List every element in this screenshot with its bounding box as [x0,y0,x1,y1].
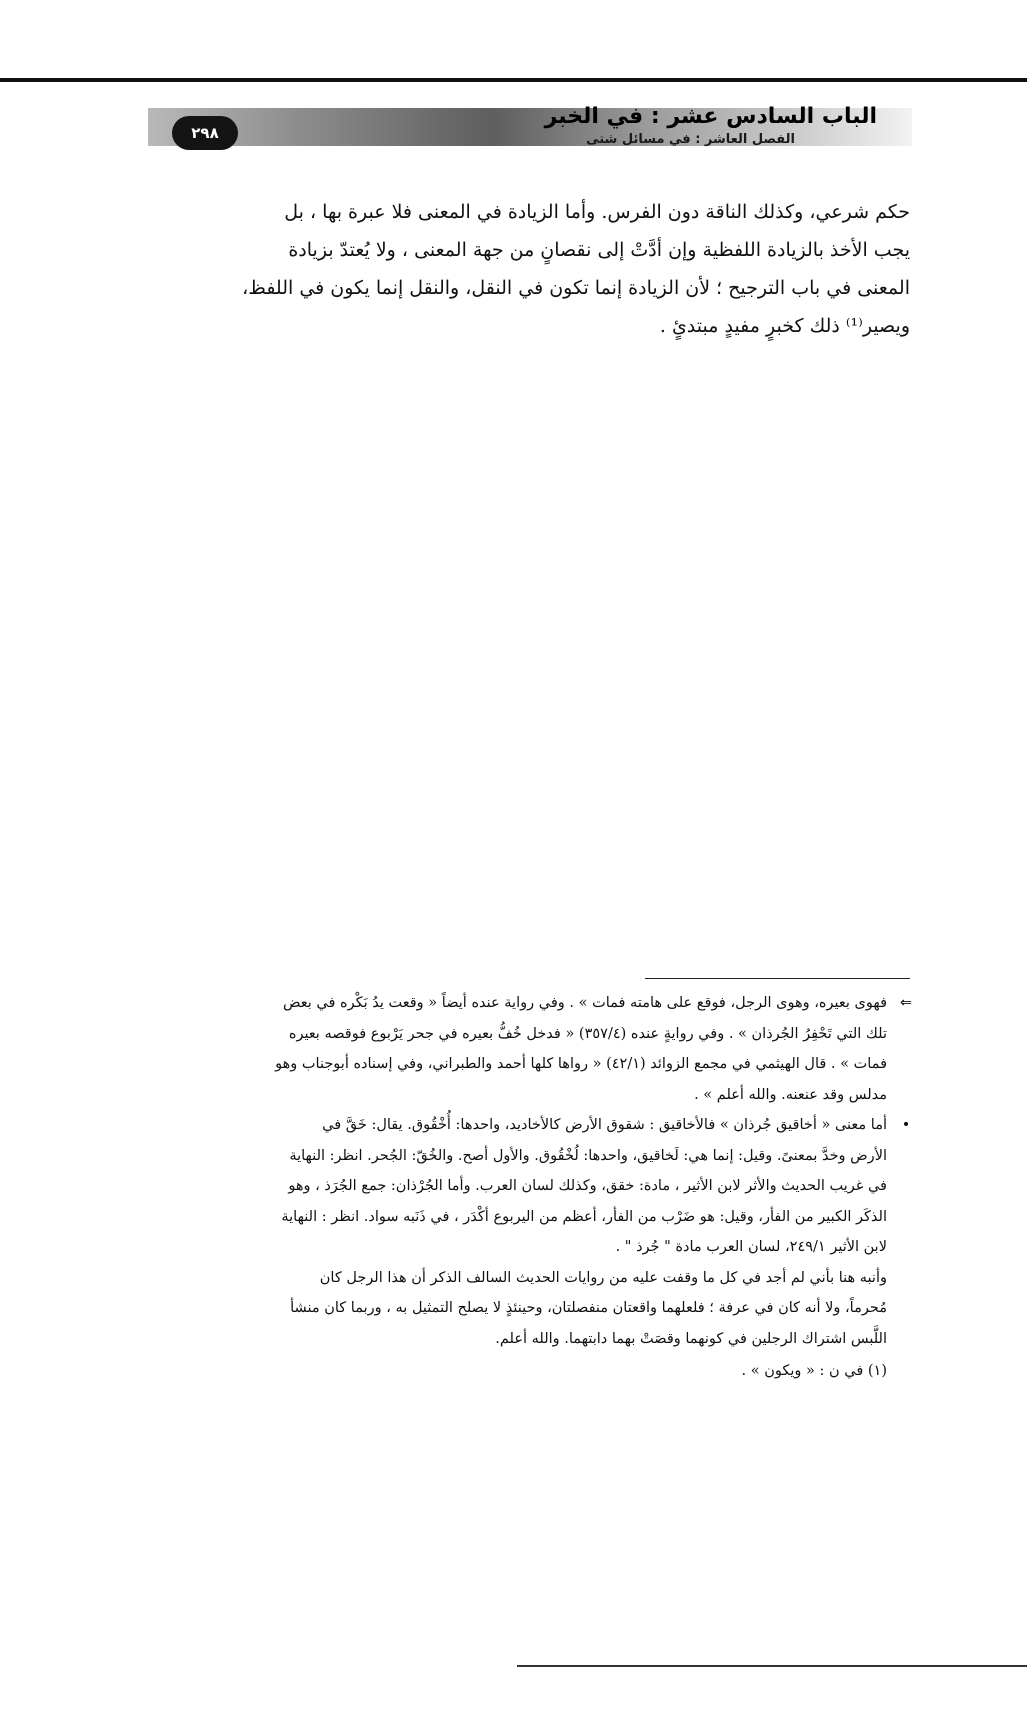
main-text-line: حكم شرعي، وكذلك الناقة دون الفرس. وأما الزيادة في المعنى فلا عبرة بها ، بل [284,201,910,223]
footnote-bullet [145,1110,917,1263]
footnote-line: فهوى بعيره، وهوى الرجل، فوقع على هامته فمات » . وفي رواية عنده أيضاً « وقعت يدُ بَكْره في بعض [282,995,887,1011]
main-text-line: يجب الأخذ بالزيادة اللفظية وإن أدَّتْ إلى نقصانٍ من جهة المعنى ، ولا يُعتدّ بزيادة [288,239,910,261]
section-title: الفصل العاشر : في مسائل شتى [586,132,795,147]
main-text-line: المعنى في باب الترجيح ؛ لأن الزيادة إنما تكون في النقل، والنقل إنما يكون في اللفظ، [242,277,910,299]
footnote-note-1: (١) في ن : « ويكون » . [741,1363,887,1379]
top-rule [0,78,1027,82]
continuation-arrow-icon: ⇐ [899,995,913,1011]
footnote-continuation [145,988,917,1110]
main-text [145,193,910,345]
footnote-line: في غريب الحديث والأثر لابن الأثير ، مادة: خقق، وكذلك لسان العرب. وأما الجُرْذان: جمع الجُرَذ ، وهو [288,1178,887,1194]
footnote-line: لابن الأثير ٢٤٩/١، لسان العرب مادة " جُرذ " . [615,1239,887,1255]
footnote-line: تلك التي تَحْفِرُ الجُرذان » . وفي روايةٍ عنده (٣٥٧/٤) « فدخل خُفُّ بعيره في جحر يَرْبوع فوقصه بعيره [288,1025,887,1042]
footnote-line: فمات » . قال الهيثمي في مجمع الزوائد (٤٢/١) « رواها كلها أحمد والطبراني، وفي إسناده أبوجناب وهو [275,1056,887,1072]
footnote-line: مدلس وقد عنعنه. والله أعلم » . [694,1086,887,1103]
footnote-line: أما معنى « أخاقيق جُرذان » فالأخاقيق : شقوق الأرض كالأخاديد، واحدها: أُخْقُوق. يقال: خَقَّ في [322,1117,887,1133]
main-text-line: ويصير⁽¹⁾ ذلك كخبرٍ مفيدٍ مبتدئٍ . [659,315,910,337]
footnotes [145,988,917,1387]
footnote-line: وأنبه هنا بأني لم أجد في كل ما وقفت عليه من روايات الحديث السالف الذكر أن هذا الرجل كان [319,1269,887,1286]
footnote-remark [145,1263,917,1355]
chapter-title: الباب السادس عشر : في الخبر [544,104,877,129]
footnote-line: مُحرماً، ولا أنه كان في عرفة ؛ فلعلهما واقعتان منفصلتان، وحينئذٍ لا يصلح التمثيل به ، وربما كان منشأ [290,1300,887,1316]
bullet-icon: • [901,1117,911,1133]
page-number-badge: ٢٩٨ [172,116,238,150]
footnote-line: الذكَر الكبير من الفأر، وقيل: هو ضَرْب من الفأر، أعظم من اليربوع أكْدَر ، في ذَنَبه سواد. انظر : النهاية [281,1208,887,1225]
footnote-separator [645,978,910,979]
bottom-rule [517,1665,1027,1667]
footnote-line: اللَّبس اشتراك الرجلين في كونهما وقصَتْ بهما دابتهما. والله أعلم. [495,1330,887,1347]
footnote-line: الأرض وخدَّ بمعنىً. وقيل: إنما هي: لَخاقيق، واحدها: لُخْقُوق. والأول أصح. والخُقّ: الجُحر. انظر: النهاية [289,1147,887,1164]
